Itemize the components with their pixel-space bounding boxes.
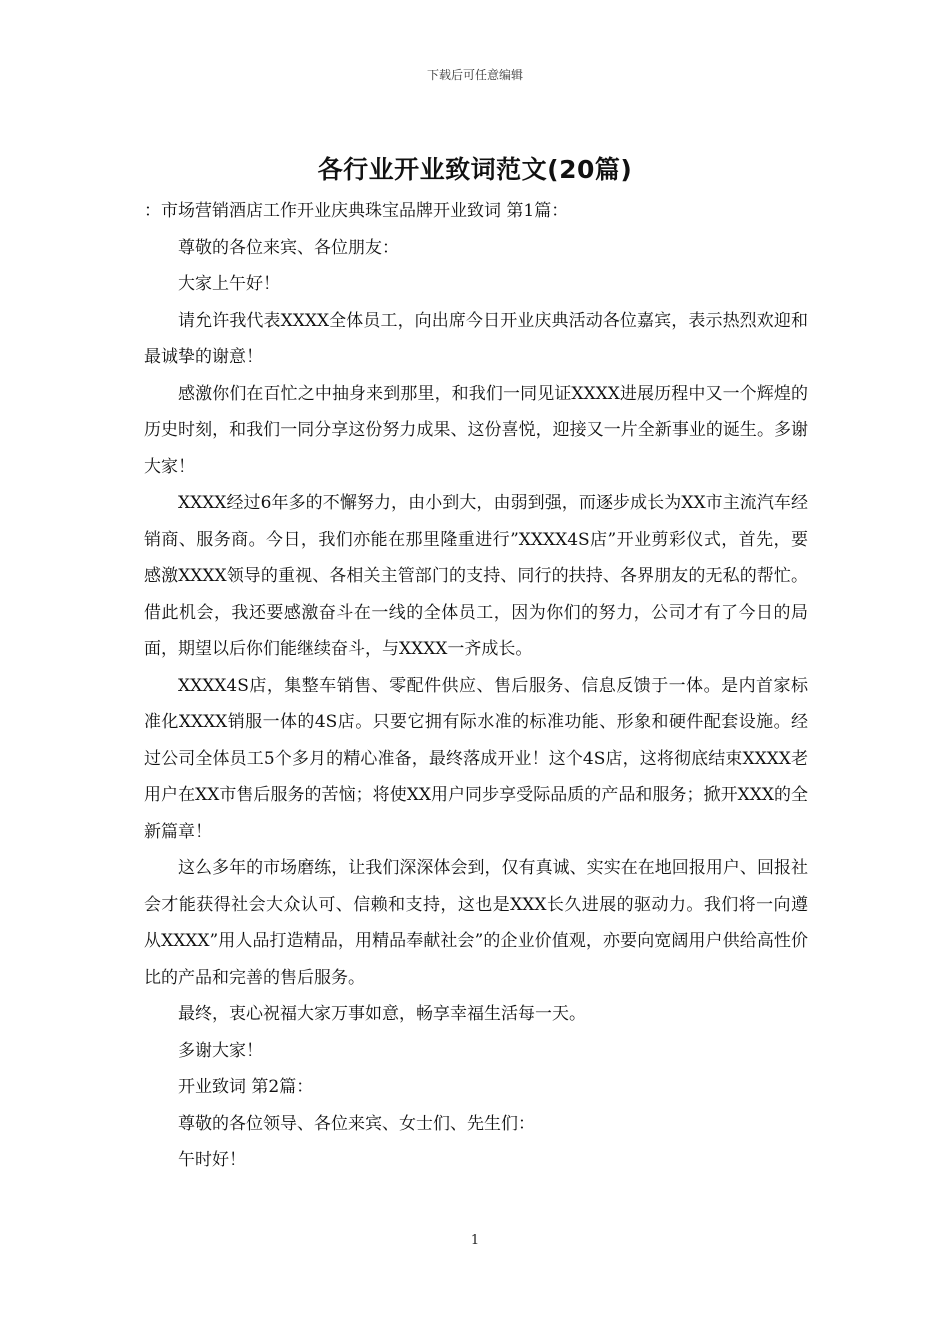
paragraph: 尊敬的各位来宾、各位朋友：: [178, 237, 399, 258]
paragraph: 开业致词 第2篇：: [178, 1077, 314, 1097]
page-number: 1: [470, 1233, 480, 1248]
paragraph: XXXX4S店，集整车销售、零配件供应、售后服务、信息反馈于一体。是内首家标准化XXXX销服一体的4S店。只要它拥有际水准的标准功能、形象和硬件配套设施。经过公司全体员工5个多月的精心准备，最终落成开业！这个4S店，这将彻底结束XXXX老用户在XX市售后服务的苦恼；将使XX用户同步享受际品质的产品和服务；掀开XXX的全新篇章！: [144, 675, 808, 842]
document-title: 各行业开业致词范文(20篇): [317, 155, 633, 184]
paragraph: 大家上午好！: [178, 274, 280, 294]
paragraph: 最终，衷心祝福大家万事如意，畅享幸福生活每一天。: [178, 1004, 586, 1024]
paragraph-intro: ：市场营销酒店工作开业庆典珠宝品牌开业致词 第1篇：: [144, 201, 569, 221]
paragraph: 感激你们在百忙之中抽身来到那里，和我们一同见证XXXX进展历程中又一个辉煌的历史时刻，和我们一同分享这份努力成果、这份喜悦，迎接又一片全新事业的诞生。多谢大家！: [144, 383, 808, 477]
document-body: [144, 193, 808, 1179]
paragraph: XXXX经过6年多的不懈努力，由小到大，由弱到强，而逐步成长为XX市主流汽车经销商、服务商。今日，我们亦能在那里隆重进行”XXXX4S店”开业剪彩仪式，首先，要感激XXXX领导的重视、各相关主管部门的支持、同行的扶持、各界朋友的无私的帮忙。借此机会，我还要感激奋斗在一线的全体员工，因为你们的努力，公司才有了今日的局面，期望以后你们能继续奋斗，与XXXX一齐成长。: [144, 493, 808, 659]
paragraph: 这么多年的市场磨练，让我们深深体会到，仅有真诚、实实在在地回报用户、回报社会才能获得社会大众认可、信赖和支持，这也是XXX长久进展的驱动力。我们将一向遵从XXXX”用人品打造精品，用精品奉献社会”的企业价值观，亦要向宽阔用户供给高性价比的产品和完善的售后服务。: [144, 858, 808, 988]
paragraph: 请允许我代表XXXX全体员工，向出席今日开业庆典活动各位嘉宾，表示热烈欢迎和最诚挚的谢意！: [144, 310, 808, 367]
paragraph: 尊敬的各位领导、各位来宾、女士们、先生们：: [178, 1113, 535, 1134]
paragraph: 午时好！: [178, 1150, 246, 1170]
paragraph: 多谢大家！: [178, 1040, 263, 1061]
header-note: 下载后可任意编辑: [426, 68, 523, 82]
